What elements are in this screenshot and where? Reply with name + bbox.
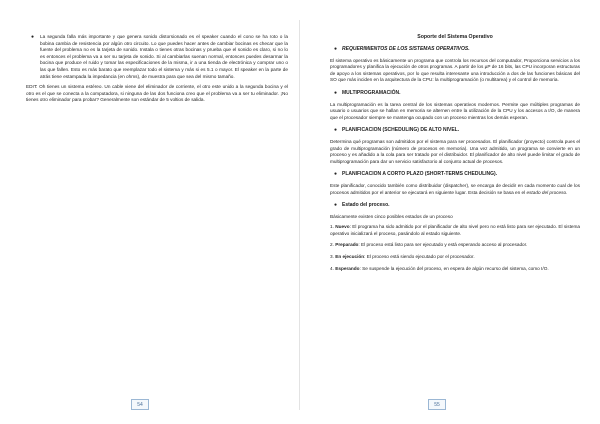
list-item-number: 4. [330, 265, 334, 271]
list-item-desc: : El proceso está siendo ejecutado por el procesador. [364, 254, 475, 260]
heading-requirements [330, 46, 580, 53]
heading-states [330, 202, 580, 209]
bullet-icon: ● [31, 34, 35, 40]
page-title: Soporte del Sistema Operativo [417, 34, 493, 40]
paragraph-scheduling: Determina qué programas son admitidos por el sistema para ser procesados. El planificador (proyecto) controla pues el grado de multiprogramación (número de procesos en memoria). Una vez admitido, un programa se convierte en un proceso y es añadido a la cola para ser tratado por el distribuidor. El planificador de alto nivel puede limitar el grado de multiprogramación para dar un servicio satisfactorio al conjunto actual de procesos. [330, 138, 580, 164]
states-list [330, 224, 580, 272]
list-item-term: Preparado [335, 242, 359, 248]
page-number-right: 55 [428, 399, 446, 410]
paragraph-short-term-emphasis: estado del proceso. [526, 189, 568, 195]
list-item-number: 3. [330, 254, 334, 260]
heading-multiprogramming-text: MULTIPROGRAMACIÓN. [342, 89, 401, 96]
heading-requirements-text: REQUERIMIENTOS DE LOS SISTEMAS OPERATIVOS. [342, 46, 470, 52]
bullet-icon: ● [334, 202, 338, 209]
list-item [330, 266, 580, 273]
bullet-icon: ● [334, 171, 338, 178]
list-item [330, 224, 580, 237]
bullet-icon: ● [334, 127, 338, 134]
list-item [330, 254, 580, 261]
bullet-paragraph-text: La segunda falla más importante y que genera sonido distorsionado es el speaker cuando el cono se ha roto o la bobina cambia de resistencia por algún otro circuito. Lo que puedes hacer antes de cambiar bocinas es checar que la fuente del problema no es la tarjeta de sonido. Instala o tienes otras bocinas y prueba que el sonido es claro, si no lo es entonces el problema va a ser su tarjeta de sonido. Si al cambiarlas suenan normal, entonces puedes desarmar la bocina que produce el ruido y tomar las especificaciones de la misma, ir a una tienda de electrónica y comprar uno o las que fallen. Esto es más barato que reemplazar todo el sistema y más si es 5.1 o mayor. El speaker en la parte de atrás tiene estampada la impedancia (en ohms), de muestra para que sea del mismo tamaño. [40, 34, 288, 79]
list-item-term: Esperando [335, 265, 360, 271]
list-item [330, 242, 580, 249]
bullet-icon: ● [334, 46, 338, 52]
right-page [300, 0, 600, 424]
heading-states-text: Estado del proceso. [342, 202, 390, 209]
list-item-desc: : El proceso está listo para ser ejecutado y está esperando acceso al procesador. [358, 242, 528, 248]
heading-short-term-text: PLANIFICACION A CORTO PLAZO (SHORT-TERMS CHEDULING). [342, 171, 498, 178]
paragraph-requirements: El sistema operativo es básicamente un programa que controla los recursos del computador, Proporciona servicios a los programadores y planifica la ejecución de otros programas. A partir de los µP de 16 bits, las CPU incorporan estructuras de apoyo a los sistemas operativos, por lo que resulta interesante una introducción a dos de las funciones básicas del SO que más inciden en la arquitectura de la CPU: la multiprogramación (o multitarea) y el control de memoria. [330, 57, 580, 83]
list-item-term: En ejecución [335, 254, 365, 260]
paragraph-multiprogramming: La multiprogramación es la tarea central de los sistemas operativos modernos. Permite que múltiples programas de usuario o usuarios que se hallan en memoria se alternen entre la utilización de la CPU y los accesos a I/O, de manera que el procesador siempre se mantenga ocupado con un proceso mientras los demás esperan. [330, 101, 580, 120]
heading-multiprogramming [330, 90, 580, 97]
list-item-number: 2. [330, 242, 334, 248]
paragraph-short-term-text: Este planificador, conocido también como distribuidor (dispatcher), se encarga de decidir en cada momento cual de los procesos admitidos por el anterior se ejecutará en siguiente lugar. Esta decisión se basa en el [330, 182, 580, 195]
bullet-icon: ● [334, 89, 338, 96]
list-item-desc: : El programa ha sido admitido por el planificador de alto nivel pero no está listo para ser ejecutado. El sistema operativo inicializará el proceso, pasándolo al estado siguiente. [330, 224, 580, 236]
heading-short-term [330, 171, 580, 178]
heading-scheduling-text: PLANIFICACION (SCHEDULING) DE ALTO NIVEL. [342, 127, 460, 134]
page-number-left: 54 [131, 399, 149, 410]
heading-scheduling [330, 127, 580, 134]
edit-paragraph: EDIT: Oh tienes un sistema estéreo. Un cable viene del eliminador de corriente, el otro este unido a la segunda bocina y el otro es el que se conecta a la computadora, si ninguna de las dos funciona creo que el problema va a ser tu eliminador. ¡No tienes otro eliminador para probar? Generalmente son estándar de 5 voltios de salida. [26, 84, 288, 103]
list-item-desc: : Se suspende la ejecución del proceso, en espera de algún recurso del sistema, como I/O. [359, 265, 549, 271]
paragraph-states-intro: Básicamente existen cinco posibles estados de un proceso [330, 213, 453, 219]
list-item-term: Nuevo [335, 224, 350, 230]
bullet-paragraph [26, 34, 288, 80]
list-item-number: 1. [330, 224, 334, 230]
paragraph-short-term [330, 183, 580, 196]
